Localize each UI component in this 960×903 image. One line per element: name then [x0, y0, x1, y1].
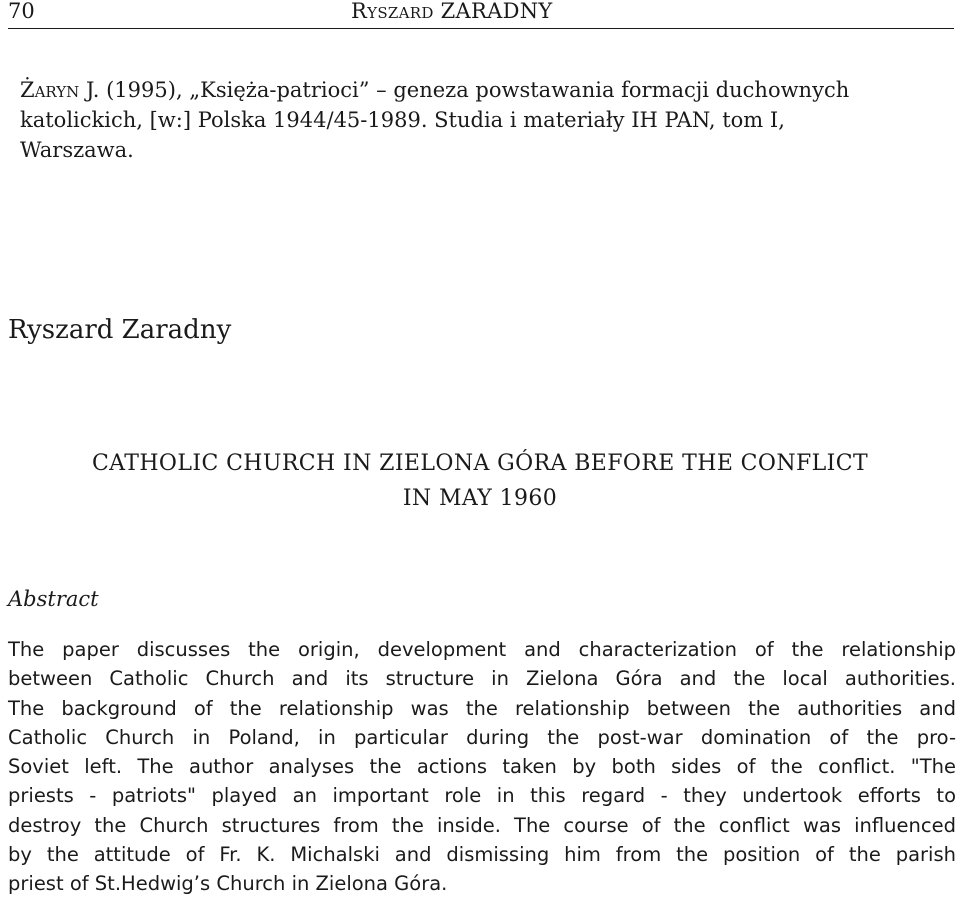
- page-number: 70: [8, 0, 35, 23]
- abstract-line: priest of St.Hedwig’s Church in Zielona Góra.: [8, 872, 448, 896]
- reference-author: Żaryn J.: [20, 78, 100, 102]
- bibliography-entry: [20, 75, 956, 165]
- reference-line: [20, 75, 956, 105]
- abstract-line: priests - patriots" played an important role in this regard - they undertook efforts to: [8, 784, 956, 808]
- running-head-author: Ryszard ZARADNY: [351, 0, 553, 23]
- running-head: [8, 0, 954, 29]
- abstract-line: Catholic Church in Poland, in particular during the post-war domination of the pro-: [8, 725, 956, 749]
- reference-line: Warszawa.: [20, 138, 134, 162]
- abstract-line: Soviet left. The author analyses the actions taken by both sides of the conflict. "The: [8, 755, 956, 779]
- abstract-heading: Abstract: [8, 587, 99, 611]
- reference-line: katolickich, [w:] Polska 1944/45-1989. Studia i materiały IH PAN, tom I,: [20, 108, 785, 132]
- abstract-line: by the attitude of Fr. K. Michalski and dismissing him from the position of the parish: [8, 843, 956, 867]
- title-line: IN MAY 1960: [402, 486, 558, 511]
- abstract-line: destroy the Church structures from the inside. The course of the conflict was influenced: [8, 813, 956, 837]
- article-author: Ryszard Zaradny: [8, 315, 232, 345]
- article-title: [0, 446, 960, 516]
- abstract-line: The paper discusses the origin, development and characterization of the relationship: [8, 638, 956, 661]
- abstract-line: The background of the relationship was the relationship between the authorities and: [8, 696, 956, 720]
- reference-text: (1995), „Księża-patrioci” – geneza powstawania formacji duchownych: [99, 78, 850, 102]
- title-line: CATHOLIC CHURCH IN ZIELONA GÓRA BEFORE THE CONFLICT: [91, 451, 869, 476]
- abstract-body: [8, 635, 956, 899]
- abstract-line: between Catholic Church and its structure in Zielona Góra and the local authorities.: [8, 667, 956, 691]
